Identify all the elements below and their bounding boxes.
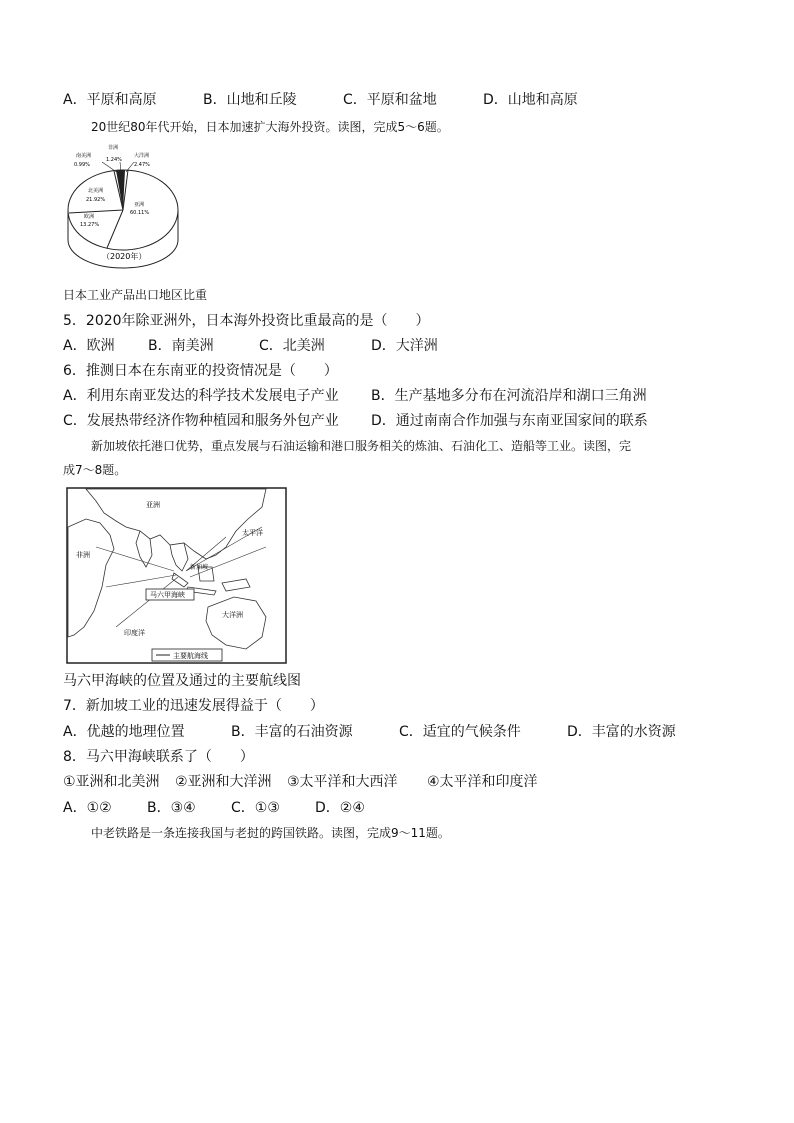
q7-option-b: B．丰富的石油资源 [231, 724, 353, 740]
q8-option-d: D．②④ [315, 800, 365, 816]
q5-stem: 5．2020年除亚洲外，日本海外投资比重最高的是（ ） [63, 313, 430, 329]
q8-choice-3: ③太平洋和大西洋 [287, 774, 398, 790]
pie-value-oceania: 2.47% [134, 162, 150, 168]
pie-chart-figure [62, 140, 182, 270]
malacca-map [66, 487, 288, 665]
map-legend-label: 主要航海线 [173, 652, 208, 660]
intro-9-11: 中老铁路是一条连接我国与老挝的跨国铁路。读图，完成9～11题。 [91, 826, 450, 840]
pie-year-label: （2020年） [102, 252, 147, 261]
q6-stem: 6．推测日本在东南亚的投资情况是（ ） [63, 363, 338, 379]
pie-label-africa: 非洲 [108, 145, 119, 151]
q7-option-a: A．优越的地理位置 [63, 724, 185, 740]
q7-option-c: C．适宜的气候条件 [399, 724, 521, 740]
pie-label-oceania: 大洋洲 [134, 153, 150, 159]
map-label-oceania: 大洋洲 [222, 611, 243, 619]
pie-value-south-america: 0.99% [74, 162, 90, 168]
q8-stem: 8．马六甲海峡联系了（ ） [63, 749, 254, 765]
q6-option-b: B．生产基地多分布在河流沿岸和湖口三角洲 [371, 388, 647, 404]
pie-value-africa: 1.24% [106, 157, 122, 163]
q6-option-d: D．通过南南合作加强与东南亚国家间的联系 [371, 413, 648, 429]
q8-option-a: A．①② [63, 800, 112, 816]
q8-option-b: B．③④ [147, 800, 196, 816]
q4-option-d: D．山地和高原 [483, 92, 578, 108]
map-label-pacific: 太平洋 [242, 529, 263, 537]
pie-caption: 日本工业产品出口地区比重 [63, 288, 208, 302]
pie-value-europe: 13.27% [80, 222, 100, 228]
q4-option-a: A．平原和高原 [63, 92, 157, 108]
map-label-africa: 非洲 [76, 551, 90, 559]
pie-value-asia: 60.11% [130, 210, 150, 216]
q8-choice-4: ④太平洋和印度洋 [427, 774, 538, 790]
q4-option-b: B．山地和丘陵 [203, 92, 297, 108]
q5-option-a: A．欧洲 [63, 338, 115, 354]
pie-value-north-america: 21.92% [86, 197, 106, 203]
map-label-singapore: 新加坡 [190, 564, 209, 571]
map-label-asia: 亚洲 [146, 501, 160, 509]
q8-option-c: C．①③ [231, 800, 280, 816]
intro-5-6: 20世纪80年代开始，日本加速扩大海外投资。读图，完成5～6题。 [91, 120, 449, 134]
q8-choice-1: ①亚洲和北美洲 [63, 774, 160, 790]
q5-option-b: B．南美洲 [148, 338, 214, 354]
q8-choice-2: ②亚洲和大洋洲 [175, 774, 272, 790]
q4-option-c: C．平原和盆地 [343, 92, 437, 108]
q6-option-a: A．利用东南亚发达的科学技术发展电子产业 [63, 388, 339, 404]
q5-option-c: C．北美洲 [259, 338, 325, 354]
q6-option-c: C．发展热带经济作物种植园和服务外包产业 [63, 413, 339, 429]
map-caption: 马六甲海峡的位置及通过的主要航线图 [63, 673, 301, 689]
q7-stem: 7．新加坡工业的迅速发展得益于（ ） [63, 698, 324, 714]
pie-label-europe: 欧洲 [84, 214, 95, 220]
q7-option-d: D．丰富的水资源 [567, 724, 676, 740]
intro-7-8-line2: 成7～8题。 [63, 463, 127, 477]
q5-option-d: D．大洋洲 [371, 338, 438, 354]
pie-label-north-america: 北美洲 [88, 188, 104, 194]
map-label-indian-ocean: 印度洋 [124, 629, 145, 637]
map-label-malacca: 马六甲海峡 [150, 591, 185, 599]
pie-label-south-america: 南美洲 [76, 153, 92, 159]
intro-7-8-line1: 新加坡依托港口优势，重点发展与石油运输和港口服务相关的炼油、石油化工、造船等工业。读图，完 [91, 439, 632, 453]
pie-label-asia: 亚洲 [134, 202, 145, 208]
